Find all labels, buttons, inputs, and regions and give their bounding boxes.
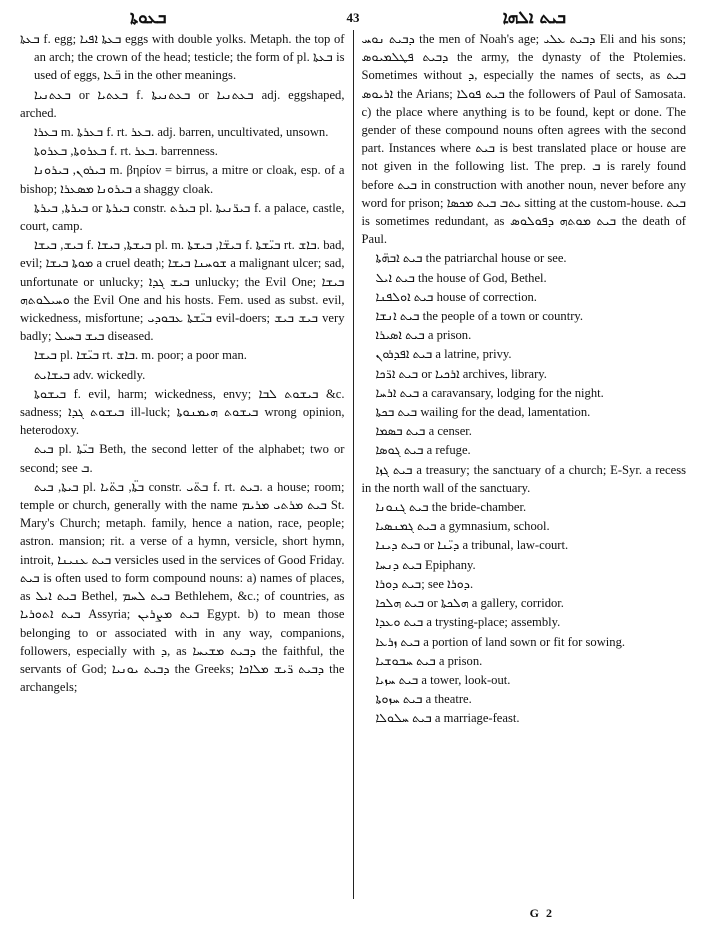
entry: ܒܝܫܐܝܬ adv. wickedly. bbox=[34, 367, 146, 382]
entry: ܒܝܪܘܢ, ܒܝܪܘܢܐ m. βηρίον = birrus, a mitre or cloak, esp. of a bishop; ܒܝܪܘܢܐ ܡܣܥܪܐ a shaggy cloak. bbox=[20, 163, 345, 196]
entry: ܒܝܬ ܓܙܐ a treasury; the sanctuary of a church; E-Syr. a recess in the north wall of the sanctuary. bbox=[361, 462, 686, 495]
entry: ܒܝܫ, ܒܝܫܐ f. ܒܝܫܬܐ, ܒܝܫܐ pl. m. ܒܝܫ̈ܐ, ܒܝܫܬܐ f. ܒܝ̈ܫܬܐ rt. ܒܐܫ. bad, evil; ܡܘܬܐ ܒܝܫܐ a cruel death; ܫܘܚܢܐ ܒܝܫܐ a malignant ulcer; sad, unfortunate or unlucky; ܒܝܫ ܓܕܐ unlucky; the Evil One; ܒܝܫܐ ܘܚܝܠܘܬܗ the Evil One and his hosts. Fem. used as subst. evil, wickedness, misfortune; ܒܝ̈ܫܬܐ ܥܒܘܕܝ evil-doers; ܒܝܫ ܒܝܫ very badly; ܒܝܫ ܒܚܝܠ diseased. bbox=[20, 238, 345, 344]
entry: ܒܝܪܬܐ, ܒܝܪܬܐ or ܒܝܪܬܐ constr. ܒܝܪܬ pl. ܒܝܪ̈ܢܝܬܐ f. a palace, castle, court, camp. bbox=[20, 200, 345, 234]
entry: ܒܝܬ ܚܙܘܬܐ a theatre. bbox=[375, 692, 472, 707]
entry: ܒܝܫܘܬܐ f. evil, harm; wickedness, envy; ܒܝܫܘܬ ܠܒܐ &c. sadness; ܒܝܫܘܬ ܓܕܐ ill-luck; ܒܝܫܘܬ ܗܝܡܢܘܬܐ wrong opinion, heterodoxy. bbox=[20, 386, 345, 438]
signature-mark: G 2 bbox=[529, 906, 554, 920]
entry: ܒܥܬܐ f. egg; ܒܥܬܐ ܐܦܝܐ eggs with double yolks. Metaph. the top of an arch; the crown of the head; testicle; the form of pl. ܒܥܬܐ is used of eggs, ܒ̈ܥܐ in the other meanings. bbox=[20, 32, 345, 83]
entry: ܒܝܬ ܕܢܚܐ Epiphany. bbox=[375, 557, 476, 572]
entry: ܒܝܬ ܐܪܚܐ a caravansary, lodging for the night. bbox=[375, 385, 604, 400]
entry: ܒܝܬ ܚܒܘܫܝܐ a prison. bbox=[375, 653, 483, 668]
left-column bbox=[20, 30, 353, 899]
right-column bbox=[353, 30, 687, 899]
entry: ܒܥܬܢܝܐ or ܒܥܬܝܐ f. ܒܥܬܢܝܬܐ or ܒܥܬܢܝܐ adj. eggshaped, arched. bbox=[20, 87, 345, 120]
entry: ܒܝܬ ܙܪܥܐ a portion of land sown or fit for sowing. bbox=[375, 634, 626, 649]
entry: ܒܝܬ ܐܘܠܦܢܐ house of correction. bbox=[375, 289, 537, 304]
entry: ܒܝܬ pl. ܒܝ̈ܬܐ Beth, the second letter of the alphabet; two or second; see ܒ. bbox=[20, 442, 345, 475]
entry: ܒܝܬ ܓܘܣܐ a refuge. bbox=[375, 443, 471, 458]
entry: ܒܝܬ ܐܒܗ̈ܬܐ the patriarchal house or see. bbox=[375, 251, 567, 266]
entry: ܒܝܬ ܓܢܘܢܐ the bride-chamber. bbox=[375, 500, 527, 515]
entry: ܒܝܬ ܒܟܬܐ wailing for the dead, lamentation. bbox=[375, 405, 591, 420]
entry: ܒܝܬ ܕܘܪܐ; see ܕܘܪܐ. bbox=[375, 576, 474, 591]
entry: ܒܝܬ ܐܢܫܐ the people of a town or country. bbox=[375, 309, 584, 324]
entry: ܒܝܬ ܘܥܕܐ a trysting-place; assembly. bbox=[375, 615, 561, 630]
entry: ܒܝܬ ܐܪ̈ܟܐ or ܐܪܟܝܐ archives, library. bbox=[375, 366, 547, 381]
entry: ܒܝܬ ܐܣܝܪܐ a prison. bbox=[375, 328, 472, 343]
entry: ܒܥܪܘܬܐ, ܒܥܪܘܬܐ f. rt. ܒܥܪ. barrenness. bbox=[34, 144, 218, 159]
entry: ܒܝܬ ܒܣܡܐ a censer. bbox=[375, 424, 472, 439]
entry: ܒܝܬܐ, ܒܝܬ pl. ܒܬ̈ܐ, ܒܬ̈ܝܐ constr. ܒܬ̈ܝ f. rt. ܒܝܬ. a house; room; temple or church, generally with the name ܒܝܬ ܡܪܬܝ ܡܪܝܡ St. Mary's Church; metaph. family, hence a nation, race, people; astron. mansion; rit. a verse of a hymn, versicle, short hymn, introit, ܒܝܬ ܥܢܝܢܐ versicles used in the services of Good Friday. ܒܝܬ is often used to form compound nouns: a) names of places, as ܒܝܬ ܐܝܠ Bethel, ܒܝܬ ܠܚܡ Bethlehem, &c.; of countries, as ܒܝܬ ܐܬܘܪܝܐ Assyria; ܒܝܬ ܡܨܪܝܢ Egypt. b) to mean those belonging to or associated with in any way, companions, followers, especially with ܕ, as ܕܒܝܬ ܡܫܝܚܐ the faithful, the servants of God; ܕܒܝܬ ܝܘܢܝܐ the Greeks; ܕܒܝܬ ܪ̈ܝܫ ܡܠܐܟܐ the archangels; bbox=[20, 479, 345, 695]
right-running-head: ܒܝܬ ܐܠܗܐ bbox=[502, 8, 566, 28]
entry: ܒܝܬ ܚܠܘܠܐ a marriage-feast. bbox=[375, 711, 520, 726]
page-header bbox=[20, 6, 686, 28]
entry: ܒܝܬ ܕܝܢܐ or ܕܝ̈ܢܐ a tribunal, law-court. bbox=[375, 538, 569, 553]
page-number: 43 bbox=[346, 10, 360, 25]
entry: ܒܝܬ ܗܠܟܐ or ܗܠܟܬܐ a gallery, corridor. bbox=[375, 596, 564, 611]
entry: ܕܒܝܬ ܢܘܚ the men of Noah's age; ܕܒܝܬ ܥܠܝ Eli and his sons; ܕܒܝܬ ܦܛܠܡܝܘܣ the army, the dynasty of the Ptolemies. Sometimes without ܕ, especially the names of sects, as ܒܝܬ ܐܪܝܘܣ the Arians; ܒܝܬ ܦܘܠܐ the followers of Paul of Samosata. c) the place where anything is to be found, kept or done. The gender of these compound nouns often agrees with the second part. Instances where ܒܝܬ is best translated place or house are not given in the following list. The prep. ܒ is rarely found before ܒܝܬ in construction with another noun, never before any word for prison; ܝܬܒ ܒܝܬ ܡܟܣܐ sitting at the custom-house. ܒܝܬ is sometimes redundant, as ܒܝܬ ܡܘܬܗ ܕܦܘܠܘܣ the death of Paul. bbox=[361, 32, 686, 247]
text-columns bbox=[20, 30, 686, 899]
entry: ܒܥܪܐ m. ܒܥܪܬܐ f. rt. ܒܥܪ. adj. barren, uncultivated, unsown. bbox=[34, 125, 329, 140]
entry: ܒܝܫܐ pl. ܒܝ̈ܫܐ rt. ܒܐܫ. m. poor; a poor man. bbox=[34, 348, 247, 363]
entry: ܒܝܬ ܓܡܢܣܝܐ a gymnasium, school. bbox=[375, 519, 550, 534]
entry: ܒܝܬ ܐܦܕܪܘܢ a latrine, privy. bbox=[375, 347, 512, 362]
entry: ܒܝܬ ܚܙܝܐ a tower, look-out. bbox=[375, 672, 511, 687]
left-running-head: ܒܥܘܬܐ bbox=[130, 8, 167, 28]
entry: ܒܝܬ ܐܝܠ the house of God, Bethel. bbox=[375, 270, 547, 285]
